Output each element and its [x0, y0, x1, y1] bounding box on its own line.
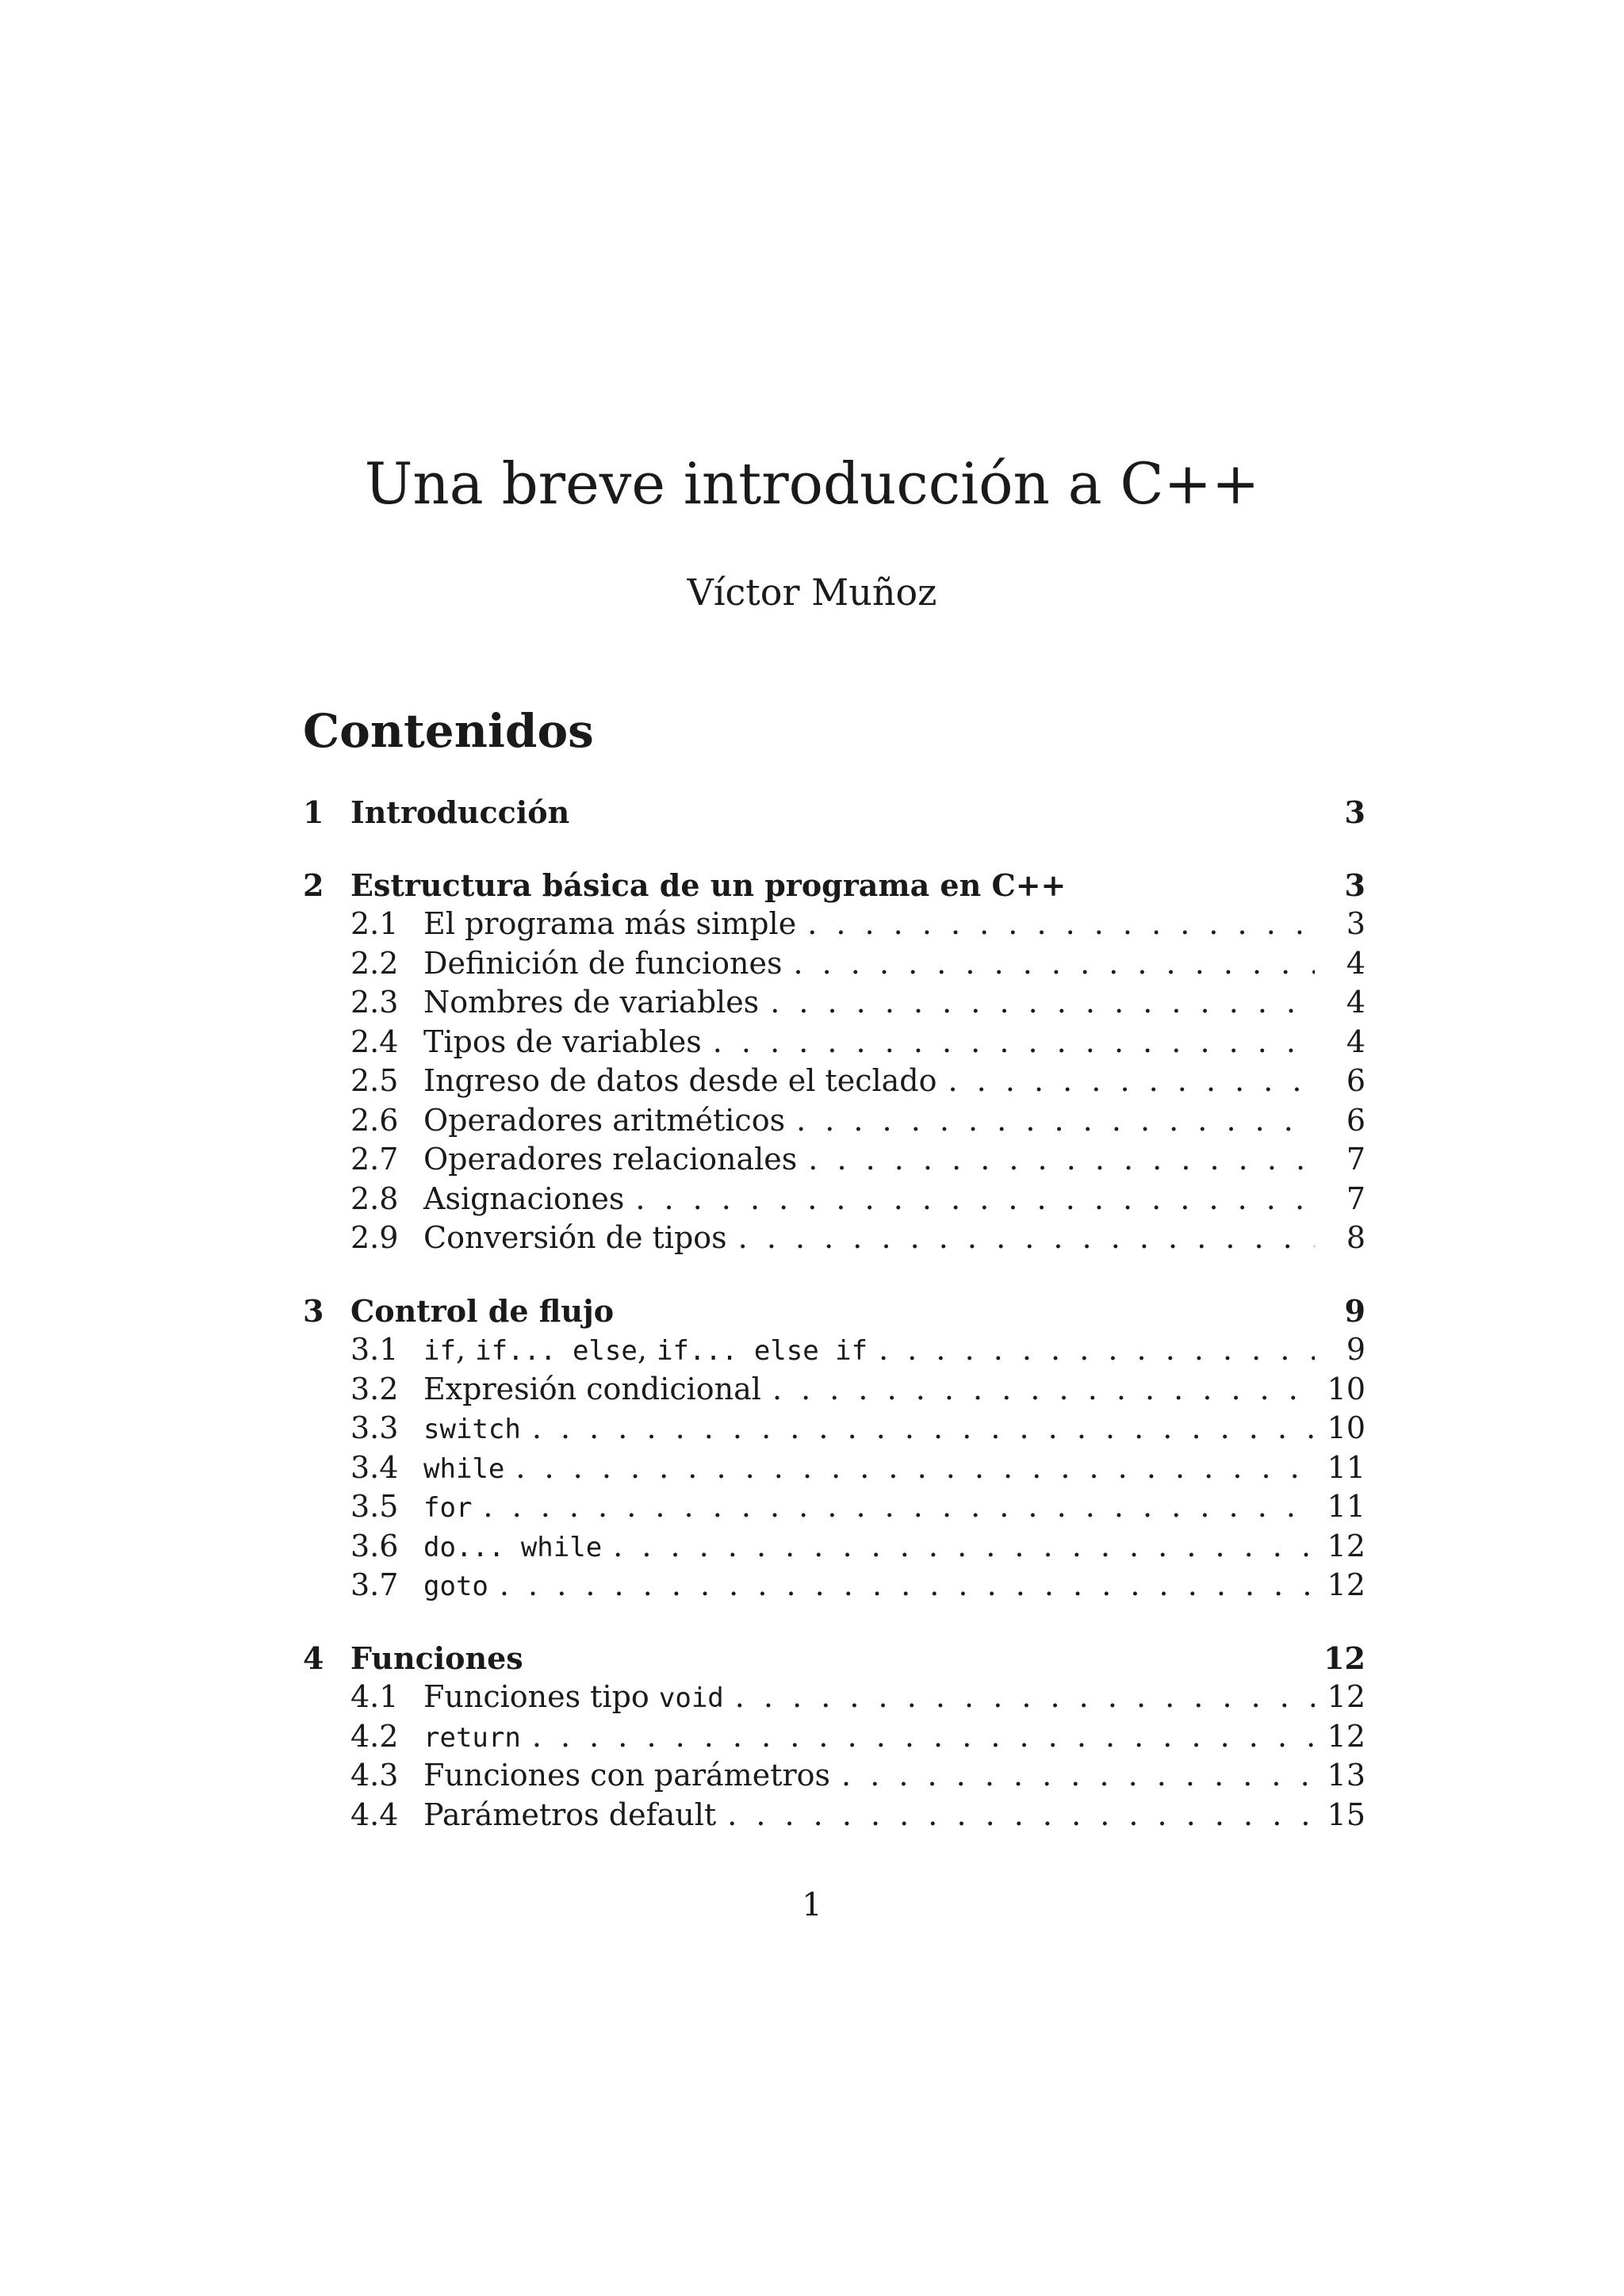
toc-subsection-number: 4.1 — [350, 1679, 399, 1714]
code-keyword: while — [423, 1452, 505, 1485]
toc-subsection-number: 2.6 — [350, 1102, 399, 1138]
toc-subsection-number: 2.7 — [350, 1142, 399, 1177]
toc-section-page: 3 — [1344, 867, 1365, 903]
dot-leader — [613, 1527, 1315, 1567]
toc-subsection-page: 12 — [1327, 1567, 1365, 1602]
toc-section-title: Funciones — [350, 1640, 523, 1676]
toc-subsection-number: 3.5 — [350, 1489, 399, 1524]
code-keyword: return — [423, 1721, 521, 1754]
toc-subsection-page: 13 — [1327, 1758, 1365, 1793]
toc-section-number: 3 — [303, 1292, 324, 1329]
toc-subsection-entry[interactable] — [303, 1219, 1365, 1258]
toc-subsection-entry[interactable] — [303, 1101, 1365, 1141]
code-keyword: if — [423, 1335, 456, 1367]
toc-subsection-number: 2.5 — [350, 1063, 399, 1098]
code-keyword: goto — [423, 1571, 488, 1602]
text-fragment: Nombres de variables — [423, 985, 760, 1020]
toc-subsection-entry[interactable] — [303, 1448, 1365, 1488]
text-fragment: Tipos de variables — [423, 1024, 702, 1059]
toc-subsection-page: 7 — [1346, 1142, 1365, 1177]
toc-subsection-title — [423, 1678, 735, 1719]
dot-leader — [515, 1448, 1315, 1488]
toc-subsection-page: 4 — [1346, 945, 1365, 981]
toc-subsection-entry[interactable] — [303, 1678, 1365, 1717]
toc-subsection-number: 2.8 — [350, 1181, 399, 1216]
dot-leader — [532, 1717, 1315, 1757]
text-fragment: Operadores relacionales — [423, 1142, 798, 1177]
toc-subsection-number: 4.2 — [350, 1718, 399, 1754]
text-fragment: , — [455, 1332, 476, 1367]
toc-subsection-number: 2.1 — [350, 906, 399, 941]
toc-subsection-title — [423, 1796, 727, 1835]
toc-subsection-title — [423, 1370, 772, 1410]
toc-subsection-title — [423, 1140, 808, 1180]
toc-subsection-entry[interactable] — [303, 983, 1365, 1023]
dot-leader — [500, 1566, 1315, 1605]
toc-subsection-number: 2.2 — [350, 945, 399, 981]
toc-section-number: 4 — [303, 1640, 324, 1676]
text-fragment: Asignaciones — [423, 1181, 625, 1216]
dot-leader — [735, 1678, 1315, 1717]
toc-subsection-title — [423, 1180, 635, 1219]
toc-subsection-title — [423, 1566, 500, 1607]
toc-subsection-page: 11 — [1327, 1489, 1365, 1524]
toc-subsection-page: 15 — [1327, 1797, 1365, 1832]
text-fragment: Funciones con parámetros — [423, 1758, 831, 1793]
toc-subsection-entry[interactable] — [303, 905, 1365, 944]
toc-subsection-title — [423, 1487, 483, 1529]
toc-subsection-entry[interactable] — [303, 1487, 1365, 1527]
dot-leader — [807, 905, 1315, 944]
toc-heading: Contenidos — [303, 704, 594, 758]
toc-section-entry[interactable] — [303, 793, 1365, 832]
toc-section-title: Control de flujo — [350, 1292, 615, 1329]
toc-section — [303, 793, 1365, 832]
toc-subsection-entry[interactable] — [303, 1409, 1365, 1448]
code-keyword: do... while — [423, 1531, 603, 1563]
toc-subsection-title — [423, 1330, 879, 1372]
toc-subsection-number: 2.3 — [350, 985, 399, 1020]
toc-subsection-number: 2.4 — [350, 1024, 399, 1059]
toc-section — [303, 866, 1365, 1258]
toc-section-title: Introducción — [350, 794, 570, 830]
toc-subsection-title — [423, 983, 770, 1023]
toc-subsection-entry[interactable] — [303, 1370, 1365, 1410]
text-fragment: Conversión de tipos — [423, 1220, 727, 1255]
toc-subsection-page: 3 — [1346, 906, 1365, 941]
toc-subsection-title — [423, 1448, 515, 1490]
toc-subsection-entry[interactable] — [303, 1062, 1365, 1101]
toc-subsection-entry[interactable] — [303, 1330, 1365, 1370]
toc-subsection-entry[interactable] — [303, 1140, 1365, 1180]
toc-subsection-number: 4.3 — [350, 1758, 399, 1793]
toc-subsection-entry[interactable] — [303, 1023, 1365, 1062]
page-number: 1 — [802, 1887, 822, 1923]
toc-subsection-title — [423, 905, 807, 944]
toc-section — [303, 1639, 1365, 1835]
toc-subsection-page: 11 — [1327, 1449, 1365, 1485]
toc-subsection-entry[interactable] — [303, 1756, 1365, 1796]
toc-section-entry[interactable] — [303, 866, 1365, 905]
toc-subsection-page: 6 — [1346, 1063, 1365, 1098]
toc-subsection-page: 12 — [1327, 1679, 1365, 1714]
toc-subsection-page: 8 — [1346, 1220, 1365, 1255]
toc-subsection-title — [423, 1219, 738, 1258]
toc-subsection-number: 3.7 — [350, 1567, 399, 1602]
toc-section-number: 1 — [303, 794, 324, 830]
dot-leader — [635, 1180, 1315, 1219]
toc-subsection-number: 2.9 — [350, 1220, 399, 1255]
toc-subsection-page: 12 — [1327, 1528, 1365, 1563]
toc-subsection-entry[interactable] — [303, 944, 1365, 984]
toc-subsection-page: 4 — [1346, 1024, 1365, 1059]
toc-section-title: Estructura básica de un programa en C++ — [350, 867, 1067, 903]
toc-subsection-page: 12 — [1327, 1718, 1365, 1754]
toc-subsection-title — [423, 1062, 948, 1101]
toc-subsection-entry[interactable] — [303, 1180, 1365, 1219]
dot-leader — [713, 1023, 1315, 1062]
toc-subsection-page: 10 — [1327, 1371, 1365, 1406]
text-fragment: Expresión condicional — [423, 1371, 761, 1406]
text-fragment: Ingreso de datos desde el teclado — [423, 1063, 937, 1098]
dot-leader — [841, 1756, 1315, 1796]
dot-leader — [772, 1370, 1315, 1410]
toc-section-page: 3 — [1344, 794, 1365, 830]
toc-subsection-page: 7 — [1346, 1181, 1365, 1216]
text-fragment: , — [637, 1332, 657, 1367]
toc-section-entry[interactable] — [303, 1639, 1365, 1678]
dot-leader — [738, 1219, 1315, 1258]
toc-subsection-title — [423, 1756, 841, 1796]
dot-leader — [796, 1101, 1315, 1141]
toc-section — [303, 1292, 1365, 1605]
toc-subsection-page: 6 — [1346, 1102, 1365, 1138]
dot-leader — [808, 1140, 1315, 1180]
toc-section-page: 9 — [1344, 1292, 1365, 1329]
text-fragment: Funciones tipo — [423, 1679, 659, 1714]
toc-subsection-title — [423, 944, 793, 984]
toc-subsection-entry[interactable] — [303, 1566, 1365, 1605]
toc-subsection-title — [423, 1717, 532, 1758]
text-fragment: Definición de funciones — [423, 945, 783, 981]
toc-subsection-number: 3.1 — [350, 1332, 399, 1367]
toc-subsection-number: 3.4 — [350, 1449, 399, 1485]
toc-section-number: 2 — [303, 867, 324, 903]
toc-subsection-page: 10 — [1327, 1410, 1365, 1445]
toc-section-page: 12 — [1323, 1640, 1365, 1676]
dot-leader — [727, 1796, 1315, 1835]
dot-leader — [879, 1330, 1315, 1370]
toc-subsection-number: 3.6 — [350, 1528, 399, 1563]
code-keyword: for — [423, 1492, 473, 1524]
code-keyword: if... else if — [657, 1335, 868, 1367]
toc-subsection-title — [423, 1527, 613, 1568]
toc-subsection-title — [423, 1409, 532, 1450]
dot-leader — [770, 983, 1315, 1023]
table-of-contents — [303, 793, 1365, 1868]
dot-leader — [483, 1487, 1315, 1527]
dot-leader — [532, 1409, 1315, 1448]
toc-subsection-page: 4 — [1346, 985, 1365, 1020]
toc-subsection-number: 3.3 — [350, 1410, 399, 1445]
code-keyword: if... else — [475, 1335, 638, 1367]
toc-subsection-entry[interactable] — [303, 1717, 1365, 1757]
document-title: Una breve introducción a C++ — [364, 450, 1260, 517]
toc-subsection-number: 4.4 — [350, 1797, 399, 1832]
toc-subsection-title — [423, 1023, 713, 1062]
text-fragment: Parámetros default — [423, 1797, 717, 1832]
toc-subsection-page: 9 — [1346, 1332, 1365, 1367]
code-keyword: switch — [423, 1414, 521, 1445]
text-fragment: El programa más simple — [423, 906, 797, 941]
dot-leader — [793, 944, 1315, 984]
toc-subsection-entry[interactable] — [303, 1796, 1365, 1835]
toc-subsection-title — [423, 1101, 796, 1141]
text-fragment: Operadores aritméticos — [423, 1102, 786, 1138]
toc-subsection-number: 3.2 — [350, 1371, 399, 1406]
toc-subsection-entry[interactable] — [303, 1527, 1365, 1567]
code-keyword: void — [658, 1682, 724, 1714]
toc-section-entry[interactable] — [303, 1292, 1365, 1331]
author-name: Víctor Muñoz — [687, 571, 937, 614]
dot-leader — [948, 1062, 1315, 1101]
